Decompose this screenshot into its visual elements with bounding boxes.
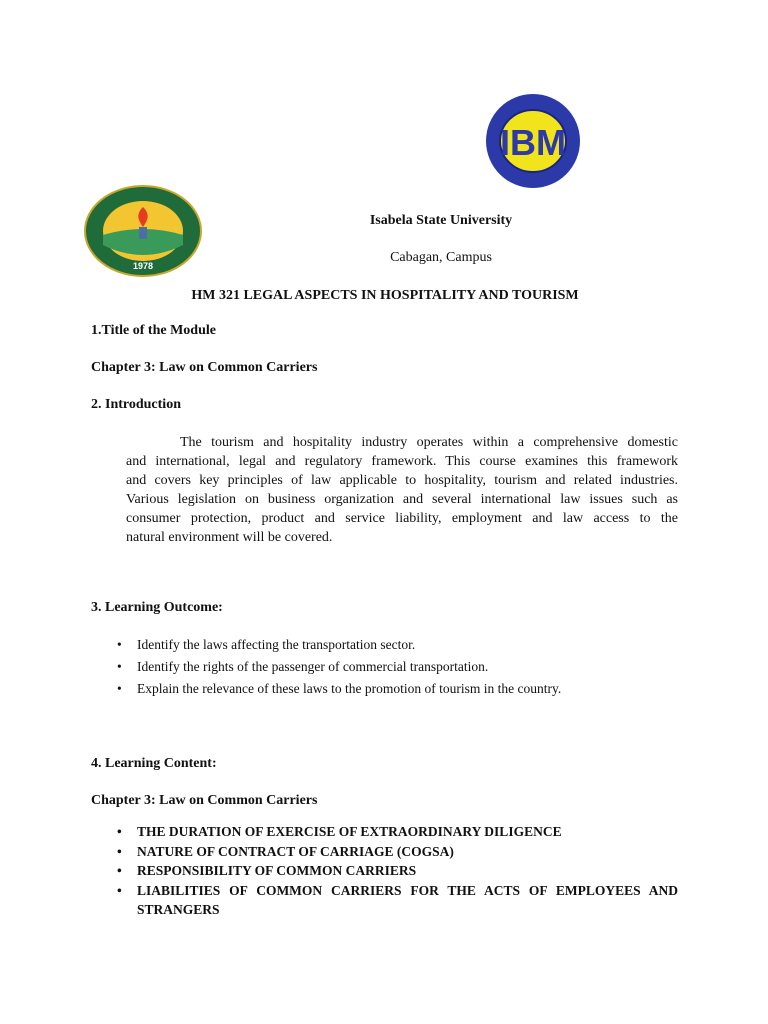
item-text: NATURE OF CONTRACT OF CARRIAGE (COGSA) bbox=[137, 843, 454, 859]
content-heading: 4. Learning Content: bbox=[91, 756, 217, 771]
intro-line: Various legislation on business organization and several international law issues such as bbox=[126, 492, 678, 507]
list-item bbox=[117, 842, 678, 862]
list-item bbox=[117, 822, 678, 842]
list-item bbox=[117, 659, 561, 681]
svg-text:1978: 1978 bbox=[132, 261, 154, 271]
content-chapter-title: Chapter 3: Law on Common Carriers bbox=[91, 793, 318, 808]
svg-text:IBM: IBM bbox=[500, 122, 566, 163]
item-text: LIABILITIES OF COMMON CARRIERS FOR THE ACTS OF EMPLOYEES AND STRANGERS bbox=[137, 882, 678, 917]
list-item bbox=[117, 681, 561, 703]
bullet-icon: • bbox=[117, 882, 122, 898]
intro-paragraph bbox=[126, 433, 678, 547]
bullet-icon: • bbox=[117, 681, 122, 696]
topic-list bbox=[117, 822, 678, 920]
intro-line: and international, legal and regulatory framework. This course examines this framework bbox=[126, 454, 678, 469]
bullet-icon: • bbox=[117, 637, 122, 652]
bullet-icon: • bbox=[117, 659, 122, 674]
intro-line: The tourism and hospitality industry operates within a comprehensive domestic bbox=[180, 435, 678, 450]
chapter-title: Chapter 3: Law on Common Carriers bbox=[91, 360, 318, 375]
bullet-icon: • bbox=[117, 824, 122, 839]
item-text: Explain the relevance of these laws to the promotion of tourism in the country. bbox=[137, 681, 562, 696]
isu-logo bbox=[83, 185, 203, 277]
title-heading: 1.Title of the Module bbox=[91, 323, 216, 338]
university-name: Isabela State University bbox=[369, 213, 513, 228]
outcome-heading: 3. Learning Outcome: bbox=[91, 600, 223, 615]
item-text: THE DURATION OF EXERCISE OF EXTRAORDINARY DILIGENCE bbox=[137, 824, 562, 839]
list-item bbox=[117, 861, 678, 881]
item-text: RESPONSIBILITY OF COMMON CARRIERS bbox=[137, 863, 417, 878]
item-text: Identify the laws affecting the transportation sector. bbox=[137, 637, 416, 652]
course-title: HM 321 LEGAL ASPECTS IN HOSPITALITY AND TOURISM bbox=[191, 288, 579, 303]
intro-heading: 2. Introduction bbox=[91, 397, 181, 412]
intro-line: natural environment will be covered. bbox=[126, 530, 333, 545]
item-text: Identify the rights of the passenger of commercial transportation. bbox=[137, 659, 489, 674]
intro-line: consumer protection, product and service liability, employment and law access to the bbox=[126, 511, 678, 526]
bullet-icon: • bbox=[117, 843, 122, 859]
list-item bbox=[117, 637, 561, 659]
ibm-logo bbox=[485, 93, 581, 189]
list-item bbox=[117, 881, 678, 920]
bullet-icon: • bbox=[117, 863, 122, 878]
outcome-list bbox=[117, 637, 561, 703]
campus-name: Cabagan, Campus bbox=[390, 250, 492, 265]
intro-line: and covers key principles of law applicable to hospitality, tourism and related industries. bbox=[126, 473, 678, 488]
